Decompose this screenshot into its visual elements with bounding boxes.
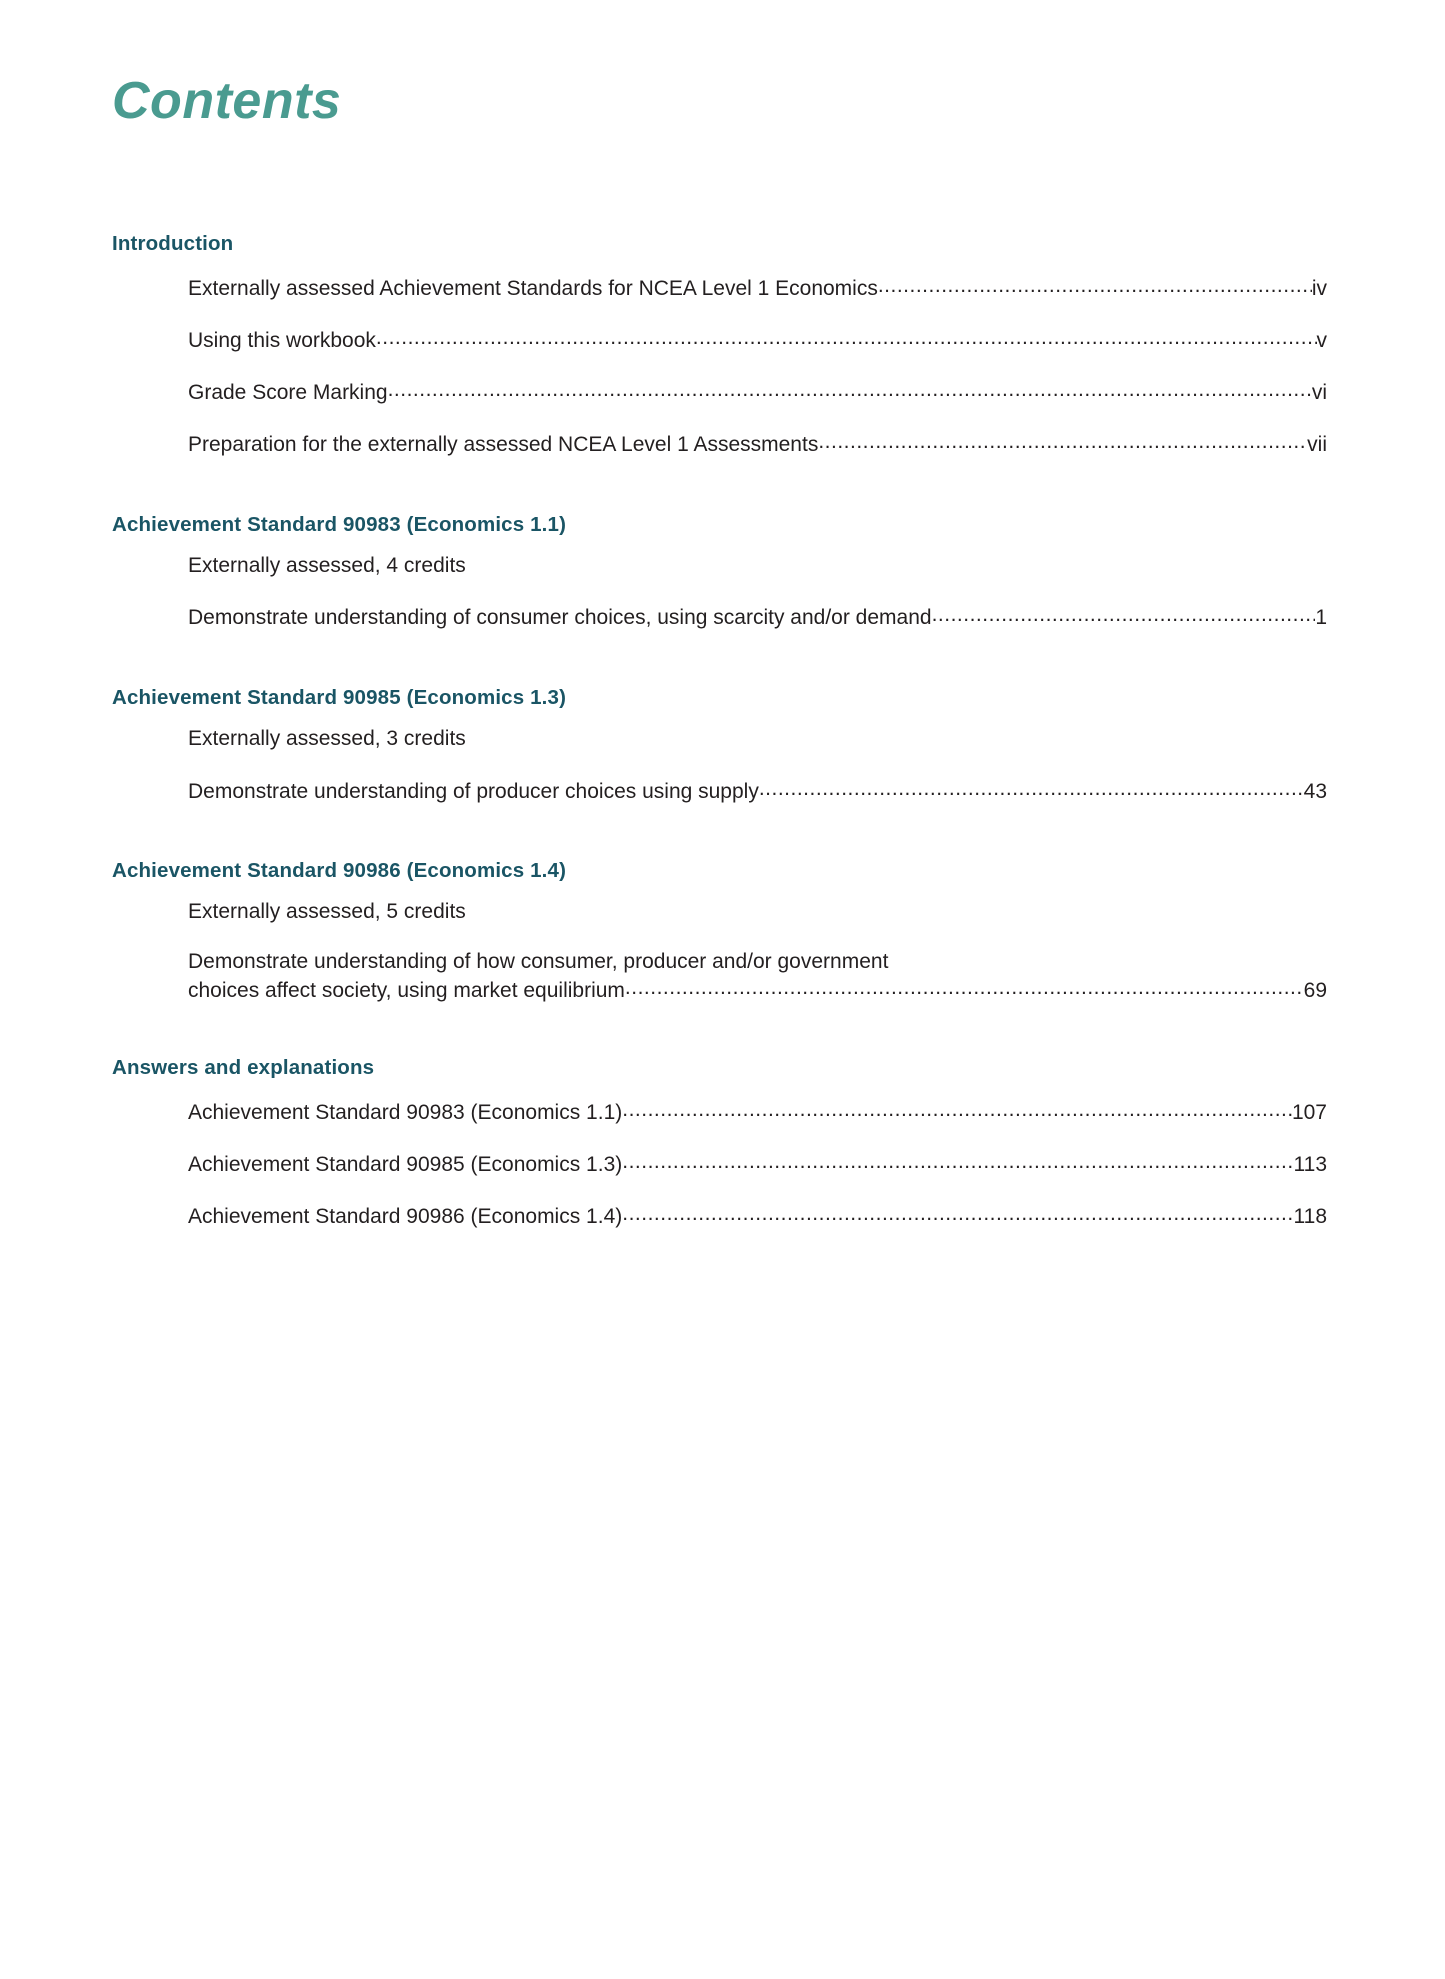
dot-leader [759, 776, 1304, 802]
toc-entry-page: 1 [1315, 606, 1327, 630]
section-heading: Achievement Standard 90983 (Economics 1.1) [112, 512, 567, 536]
toc-entry[interactable] [188, 325, 1327, 354]
toc-entry-page: 113 [1293, 1152, 1327, 1176]
section-entries [112, 553, 1327, 632]
toc-section-as90983 [112, 513, 1327, 632]
toc-entry-page: vii [1307, 433, 1327, 457]
dot-leader [878, 273, 1312, 299]
toc-entry-label: Achievement Standard 90985 (Economics 1.3) [188, 1152, 623, 1176]
toc-entry[interactable] [188, 602, 1327, 631]
toc-entry-label: Using this workbook [188, 328, 376, 352]
toc-entry[interactable] [188, 273, 1327, 302]
toc-entry-label: Achievement Standard 90986 (Economics 1.4) [188, 1205, 623, 1229]
toc-entry-label: Preparation for the externally assessed NCEA Level 1 Assessments [188, 433, 819, 457]
toc-entry-label: choices affect society, using market equilibrium [188, 978, 625, 1002]
section-note-label: Externally assessed, 3 credits [188, 727, 466, 751]
toc-section-answers [112, 1056, 1327, 1230]
section-note [188, 553, 1327, 579]
dot-leader [376, 325, 1317, 351]
toc-entry-page: 43 [1303, 779, 1327, 803]
dot-leader [818, 429, 1307, 455]
toc-entry[interactable] [188, 377, 1327, 406]
section-entries [112, 899, 1327, 1004]
section-note [188, 726, 1327, 752]
toc-entry[interactable] [188, 1149, 1327, 1178]
section-heading: Answers and explanations [112, 1056, 375, 1080]
toc-entry-label: Externally assessed Achievement Standards for NCEA Level 1 Economics [188, 276, 878, 300]
dot-leader [625, 975, 1304, 1001]
section-heading: Introduction [112, 232, 234, 255]
toc-entry-page: 107 [1291, 1100, 1327, 1124]
section-entries [112, 1097, 1327, 1231]
toc-entry[interactable] [188, 1201, 1327, 1230]
section-entries [112, 726, 1327, 805]
toc-section-as90986 [112, 859, 1327, 1004]
dot-leader [622, 1149, 1293, 1175]
toc-entry[interactable] [188, 949, 1327, 1005]
toc-entry-page: vi [1311, 381, 1327, 405]
toc-section-introduction [112, 232, 1327, 459]
toc-entry-page: iv [1311, 276, 1327, 300]
dot-leader [622, 1201, 1293, 1227]
toc-entry-page: v [1316, 328, 1327, 352]
toc-entry-label-line1: Demonstrate understanding of how consumer, producer and/or government [188, 949, 889, 973]
section-heading: Achievement Standard 90986 (Economics 1.4) [112, 858, 567, 882]
toc-entry-page: 118 [1293, 1205, 1327, 1229]
toc-entry-label: Demonstrate understanding of consumer choices, using scarcity and/or demand [188, 606, 932, 630]
section-entries [112, 273, 1327, 459]
toc-entry[interactable] [188, 429, 1327, 458]
toc-entry-page: 69 [1303, 978, 1327, 1002]
toc-entry[interactable] [188, 776, 1327, 805]
dot-leader [932, 602, 1316, 628]
toc-entry-label: Achievement Standard 90983 (Economics 1.1) [188, 1100, 623, 1124]
section-note-label: Externally assessed, 4 credits [188, 554, 466, 578]
page-title: Contents [112, 72, 342, 130]
dot-leader [622, 1097, 1292, 1123]
toc-entry[interactable] [188, 1097, 1327, 1126]
toc-entry-label: Demonstrate understanding of producer choices using supply [188, 779, 759, 803]
section-note-label: Externally assessed, 5 credits [188, 900, 466, 924]
table-of-contents [112, 232, 1327, 1230]
dot-leader [388, 377, 1312, 403]
toc-entry-label: Grade Score Marking [188, 381, 388, 405]
toc-section-as90985 [112, 686, 1327, 805]
section-note [188, 899, 1327, 925]
section-heading: Achievement Standard 90985 (Economics 1.3) [112, 685, 567, 709]
